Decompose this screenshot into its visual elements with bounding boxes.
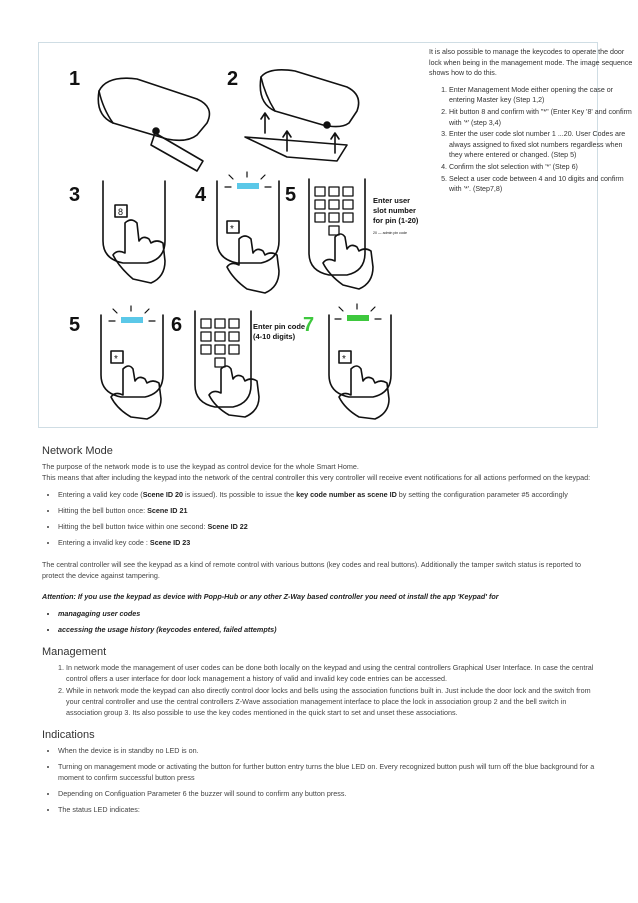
management-list <box>42 662 602 718</box>
step-item: 4. Confirm the slot selection with '*' (Step 6) <box>449 162 634 173</box>
steps-list <box>429 85 634 195</box>
management-heading: Management <box>42 646 107 658</box>
step-item: 2. Hit button 8 and confirm with "*" (Enter Key '8' and confirm with '*' (step 3,4) <box>449 107 634 128</box>
pin-label-2: (4-10 digits) <box>253 332 296 341</box>
list-item: • Entering a valid key code (Scene ID 20 is issued). Its possible to issue the key code number as scene ID by setting the configuration parameter #5 accordingly <box>58 489 602 500</box>
svg-text:*: * <box>114 354 118 365</box>
hand-step4 <box>227 236 279 293</box>
step-number-4: 4 <box>195 184 207 206</box>
list-item: • Turning on management mode or activating the button for further button entry turns the blue LED on. Every recognized button push will turn off the blue background for a moment to confirm successful button press <box>58 761 602 783</box>
green-led-step7 <box>347 315 369 321</box>
step-number-5b: 5 <box>69 314 81 336</box>
keypad-step6 <box>195 311 251 407</box>
pin-label-1: Enter pin code <box>253 322 306 331</box>
keypad-instruction-illustration <box>47 53 419 419</box>
keypad-step3 <box>103 181 165 263</box>
screwdriver <box>151 133 203 171</box>
network-events-list <box>42 489 602 548</box>
list-item: 1. In network mode the management of user codes can be done both locally on the keypad and using the central controllers Graphical User Interface. In case the central control offers a user interface for door lock management a history of valid and invalid key code entries can be accessed. <box>66 662 602 684</box>
attention-note: Attention: If you use the keypad as device with Popp-Hub or any other Z-Way based controller you need ot install the app 'Keypad' for <box>42 592 499 601</box>
hand-step7 <box>339 366 389 419</box>
slot-label-1: Enter user <box>373 196 411 205</box>
device-open-top <box>260 70 358 127</box>
keypad-grid-step5 <box>315 187 353 235</box>
step-number-6: 6 <box>171 314 183 336</box>
list-item: • Hitting the bell button once: Scene ID 21 <box>58 505 602 516</box>
step-item: 1. Enter Management Mode either opening the case or entering Master key (Step 1,2) <box>449 85 634 106</box>
document-content <box>42 445 602 820</box>
list-item: • managaging user codes <box>58 608 602 619</box>
indications-heading: Indications <box>42 729 95 741</box>
blue-led-step5 <box>121 317 143 323</box>
step-number-5a: 5 <box>285 184 297 206</box>
list-item: • When the device is in standby no LED is on. <box>58 745 602 756</box>
network-mode-heading: Network Mode <box>42 445 113 457</box>
step-number-3: 3 <box>69 184 81 206</box>
indications-list <box>42 745 602 815</box>
svg-text:*: * <box>230 224 234 235</box>
list-item: • The status LED indicates: <box>58 804 602 815</box>
device-open-base <box>245 137 347 161</box>
hand-step3 <box>113 220 165 283</box>
svg-text:*: * <box>342 354 346 365</box>
svg-text:8: 8 <box>118 207 124 217</box>
figure-box <box>38 42 633 428</box>
keypad-step5 <box>309 179 365 275</box>
network-intro-2: This means that after including the keypad into the network of the central controller this very controller will receive event notifications for all actions performed on the keypad: <box>42 473 591 482</box>
list-item: • Hitting the bell button twice within one second: Scene ID 22 <box>58 521 602 532</box>
step-item: 3. Enter the user code slot number 1 ...20. User Codes are always assigned to fixed slot numbers regardless when they where entered or changed. (Step 5) <box>449 129 634 161</box>
keypad-grid-step6 <box>201 319 239 367</box>
slot-label-3: for pin (1-20) <box>373 216 419 225</box>
list-item: 2. While in network mode the keypad can also directly control door locks and bells using the association functions built in. Just include the door lock and the switch from your central controller and use the central controllers Z-Wave association management interface to place the lock in association group 2 and the bell switch in association group 3. Its also possible to use the key codes mentioned in the quick start to set and unset these associations. <box>66 685 602 718</box>
list-item: • Depending on Configuation Parameter 6 the buzzer will sound to confirm any button press. <box>58 788 602 799</box>
hand-step5b <box>111 366 161 419</box>
list-item: • accessing the usage history (keycodes entered, failed attempts) <box>58 624 602 635</box>
blue-led-step4 <box>237 183 259 189</box>
steps-intro: It is also possible to manage the keycodes to operate the door lock when being in the management mode. The image sequence shows how to do this. <box>429 48 633 78</box>
slot-note: 20 — admin pin code <box>373 231 407 235</box>
attention-list <box>42 608 602 635</box>
step-number-7: 7 <box>303 314 315 336</box>
step-item: 5. Select a user code between 4 and 10 digits and confirm with '*'. (Step7,8) <box>449 174 634 195</box>
step-number-1: 1 <box>69 68 81 90</box>
step-number-2: 2 <box>227 68 239 90</box>
list-item: • Entering a invalid key code : Scene ID 23 <box>58 537 602 548</box>
management-steps-note <box>429 47 634 196</box>
network-intro-1: The purpose of the network mode is to use the keypad as control device for the whole Smart Home. <box>42 462 359 471</box>
network-paragraph: The central controller will see the keypad as a kind of remote control with various buttons (key codes and real buttons). Additionally the tamper switch status is reported to protect the device against tampering. <box>42 560 581 580</box>
slot-label-2: slot number <box>373 206 416 215</box>
